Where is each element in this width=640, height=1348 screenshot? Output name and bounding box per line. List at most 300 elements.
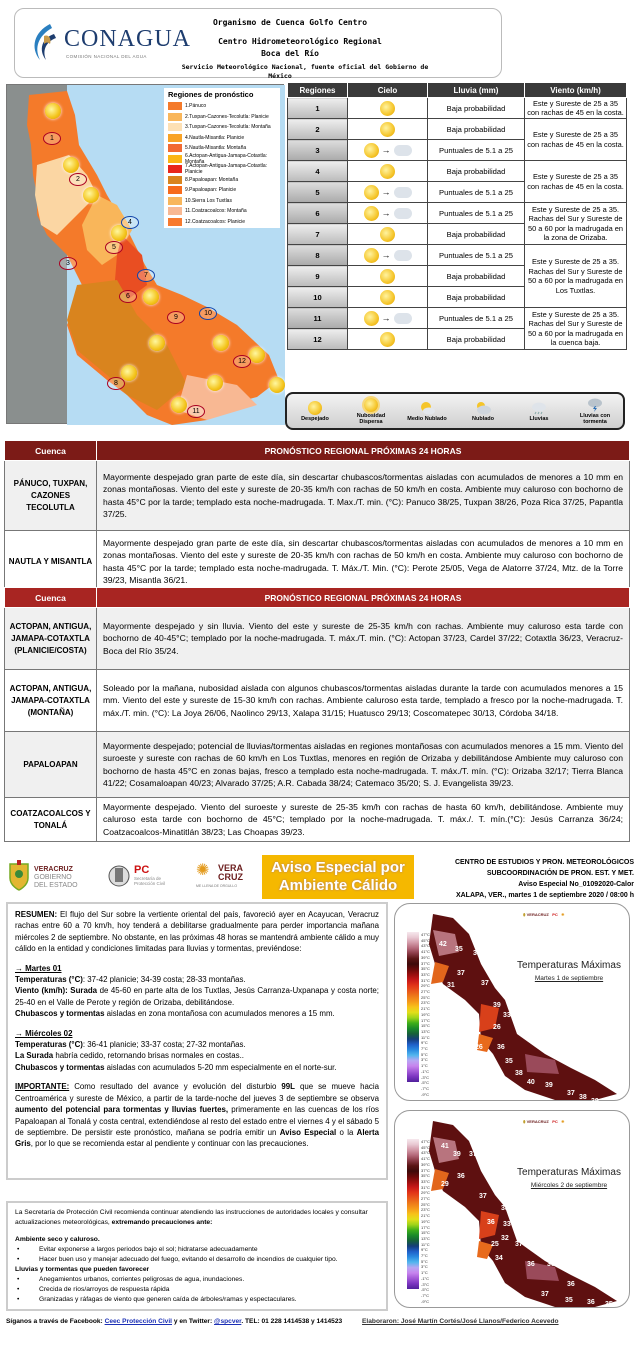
region-marker: 4 <box>121 216 139 229</box>
pc-text: PC <box>552 912 558 917</box>
temperature-value: 36 <box>473 950 481 957</box>
scale-label: 41°C <box>421 949 430 955</box>
scale-label: 43°C <box>421 1150 430 1156</box>
cuenca-forecast: Mayormente despejado; potencial de lluvias/tormentas aisladas en regiones montañosas con acumulados menores a 15 mm. Viento del suroeste y sureste con rachas de 60 km/h en Los Tuxtlas, menores en región de Orizaba y debilitándose Ambiente muy caluroso con bochorno de hasta 45°C en zonas bajas, fresco a templado esta noche-madrugada. T. máx./T. mín. (°C): Orizaba 32/17; Tierra Blanca 41/22; Cosamaloapan 40/23; Alvarado 37/25; A.R. Cabada 38/24; Catemaco 35/20; S. J. Evangelista 39/23. <box>97 732 630 798</box>
rain-cell: Baja probabilidad <box>428 266 525 287</box>
temperature-scale-bar <box>407 1139 419 1289</box>
sky-cell <box>348 140 428 161</box>
aviso-number: Aviso Especial No_01092020-Calor <box>518 881 634 888</box>
list-item: • Granizadas y ráfagas de viento que generen caída de árboles/ramas y espectaculares. <box>15 1295 379 1305</box>
rain-cell: Puntuales de 5.1 a 25 <box>428 182 525 203</box>
temperature-value: 35 <box>505 1058 513 1065</box>
rain-cell: Baja probabilidad <box>428 224 525 245</box>
conagua-brand: CONAGUA <box>64 26 191 52</box>
scale-label: -9°C <box>421 1091 430 1097</box>
scale-label: 13°C <box>421 1028 430 1034</box>
conagua-logo <box>28 22 191 66</box>
scale-label: 33°C <box>421 971 430 977</box>
legend-label: 7.Actopan-Antigua-Jamapa-Cotaxtla: Planicie <box>185 163 267 176</box>
sky-cell <box>348 98 428 119</box>
sky-cell <box>348 245 428 266</box>
legend-swatch <box>168 197 182 205</box>
temp-map-date: Miércoles 2 de septiembre <box>530 1182 608 1189</box>
scale-label: 9°C <box>421 1040 428 1046</box>
proteccion-civil-recommendations: La Secretaría de Protección Civil recomienda continuar atendiendo las instrucciones de autoridades locales y consultar actualizaciones meteorológicas, extremando precauciones ante: Ambiente seco y caluroso. • Evitar exponerse a largos periodos bajo el sol; hidratarse adecuadamente • Hacer buen uso y manejar adecuado del fuego, evitando el desarrollo de incendios de cualquier tipo. Lluvias y tormentas que pueden favorecer • Anegamientos urbanos, corrientes peligrosas de agua, inundaciones. • Crecida de ríos/arroyos de respuesta rápida • Granizadas y ráfagas de viento que generen caída de árboles/ramas y espectaculares. <box>6 1201 388 1311</box>
col-pronostico: PRONÓSTICO REGIONAL PRÓXIMAS 24 HORAS <box>97 441 630 461</box>
scale-label: 43°C <box>421 943 430 949</box>
temperature-scale-labels <box>421 932 430 1097</box>
temperature-value: 37 <box>481 980 489 987</box>
scale-label: -5°C <box>421 1080 430 1086</box>
list-item: • Hacer buen uso y manejar adecuado del fuego, evitando el desarrollo de incendios de cualquier tipo. <box>15 1255 379 1265</box>
list-item: • Anegamientos urbanos, corrientes peligrosas de agua, inundaciones. <box>15 1275 379 1285</box>
sky-cell <box>348 182 428 203</box>
scale-label: 35°C <box>421 966 430 972</box>
rain-cell: Baja probabilidad <box>428 161 525 182</box>
scale-label: 25°C <box>421 994 430 1000</box>
orgullo-pattern-icon: ✺ <box>561 1119 565 1124</box>
temperature-value: 36 <box>475 1127 483 1134</box>
temperature-value: 29 <box>441 1181 449 1188</box>
sky-cell <box>348 161 428 182</box>
veracruz-shield-icon: ⬮ <box>523 912 526 917</box>
sky-legend-item: Medio Nublado <box>401 401 453 422</box>
col-viento: Viento (km/h) <box>525 83 627 98</box>
sky-cell <box>348 308 428 329</box>
sunny-icon <box>364 248 379 263</box>
temperature-value: 34 <box>495 1255 503 1262</box>
temp-map-martes <box>394 903 630 1105</box>
veracruz-gobierno-logo: VERACRUZ GOBIERNO DEL ESTADO <box>8 860 88 894</box>
aviso-especial-banner: Aviso Especial por Ambiente Cálido <box>262 855 414 899</box>
region-marker: 6 <box>119 290 137 303</box>
legend-item <box>168 164 276 175</box>
list-item: • Crecida de ríos/arroyos de respuesta rápida <box>15 1285 379 1295</box>
day-heading-martes: → Martes 01 <box>15 963 62 973</box>
list-item: • Evitar exponerse a largos periodos bajo el sol; hidratarse adecuadamente <box>15 1245 379 1255</box>
weather-sun-icon <box>171 397 187 413</box>
table-row <box>288 98 627 119</box>
weather-sun-icon <box>213 335 229 351</box>
weather-sun-icon <box>249 347 265 363</box>
scale-label: -7°C <box>421 1085 430 1091</box>
legend-item <box>168 217 276 228</box>
rain-cell: Puntuales de 5.1 a 25 <box>428 308 525 329</box>
temperature-value: 35 <box>605 1301 613 1308</box>
issuer-subcoord: SUBCOORDINACIÓN DE PRON. EST. Y MET. <box>486 870 634 877</box>
wind-cell: Este y Sureste de 25 a 35. Rachas del Sur y Sureste de 50 a 60 por la madrugada en Los Tuxtlas. <box>525 245 627 308</box>
cuenca-name: ACTOPAN, ANTIGUA, JAMAPA-COTAXTLA (PLANICIE/COSTA) <box>5 608 97 670</box>
scale-label: -3°C <box>421 1281 430 1287</box>
scale-label: 5°C <box>421 1051 428 1057</box>
legend-swatch <box>168 144 182 152</box>
region-number: 3 <box>288 140 348 161</box>
orgullo-pattern-icon: ✺ <box>561 912 565 917</box>
temperature-value: 36 <box>587 1299 595 1306</box>
table-row <box>288 245 627 266</box>
header-line2: Centro Hidrometeorológico Regional <box>218 37 382 46</box>
lluvias-icon <box>531 401 547 415</box>
region-marker: 1 <box>43 132 61 145</box>
rain-cloud-icon <box>394 250 412 261</box>
table-row <box>5 732 630 798</box>
aviso-issuer-info <box>416 857 634 901</box>
legend-item <box>168 133 276 144</box>
scale-label: 23°C <box>421 1000 430 1006</box>
resumen-box: RESUMEN: El flujo del Sur sobre la vertiente oriental del país, favoreció ayer en Acayucan, Veracruz rachas entre 60 a 70 km/h, hoy tenderá a debilitarse gradualmente para perder importancia mañana miércoles 2 de septiembre. No obstante, en las próximas 48 horas se mantendrá ambiente cálido a muy cálido en la entidad y condiciones limitadas para lluvias y tormentas, previéndose: → Martes 01 Temperaturas (°C): 37-42 planicie; 34-39 costa; 28-33 montañas. Viento (km/h): Surada de 45-60 en parte alta de los Tuxtlas, Jesús Carranza-Uxpanapa y costa norte; 25-40 en el Valle de Perote y región de Orizaba, debilitándose. Chubascos y tormentas aisladas en zona montañosa con acumulados menores a 15 mm. → Miércoles 02 Temperaturas (°C): 36-41 planicie; 33-37 costa; 27-32 montañas. La Surada habría cedido, retornando brisas normales en costas.. Chubascos y tormentas aisladas con acumulados 5-20 mm especialmente en el norte-sur. IMPORTANTE: Como resultado del avance y evolución del disturbio 99L que se mueve hacia Centroamérica y sureste de México, a partir de la tarde-noche del jueves 3 de septiembre se observa aumento del potencial para tormentas y lluvias fuertes, primeramente en las cuencas de los ríos Papaloapan al Tonalá y costa central, extendiéndose al resto del estado entre el viernes 4 y el sábado 5 de septiembre. De persistir este pronóstico, mañana se podría emitir un Aviso Especial o la Alerta Gris, por lo que se recomienda estar al pendiente y continuar con las precauciones. <box>6 902 388 1180</box>
scale-label: 13°C <box>421 1235 430 1241</box>
pc-text: PC <box>552 1119 558 1124</box>
sunny-icon <box>380 122 395 137</box>
sky-legend-item: Nubosidad Dispersa <box>345 398 397 425</box>
temperature-value: 37 <box>479 1193 487 1200</box>
region-number: 1 <box>288 98 348 119</box>
map-logos <box>523 912 564 917</box>
sky-cell <box>348 329 428 350</box>
scale-label: 33°C <box>421 1178 430 1184</box>
col-regiones: Regiones <box>288 83 348 98</box>
scale-label: 15°C <box>421 1023 430 1029</box>
importante-paragraph: IMPORTANTE: Como resultado del avance y evolución del disturbio 99L que se mueve hacia Centroamérica y sureste de México, a partir de la tarde-noche del jueves 3 de septiembre se observa aumento del potencial para tormentas y lluvias fuertes, primeramente en las cuencas de los ríos Papaloapan al Tonalá y costa central, extendiéndose al resto del estado entre el viernes 4 y el sábado 5 de septiembre. De persistir este pronóstico, mañana se podría emitir un Aviso Especial o la Alerta Gris, por lo que se recomienda estar al pendiente y continuar con las precauciones. <box>15 1082 379 1149</box>
legend-label: 9.Papaloapan: Planicie <box>185 187 237 194</box>
temperature-value: 37 <box>567 1090 575 1097</box>
sky-legend-item: Nublado <box>457 401 509 422</box>
scale-label: 47°C <box>421 1139 430 1144</box>
sky-cell <box>348 266 428 287</box>
legend-swatch <box>168 186 182 194</box>
wind-cell: Este y Sureste de 25 a 35. Rachas del Sur y Sureste de 50 a 60 por la madrugada en la zona de Orizaba. <box>525 203 627 245</box>
table-row <box>288 119 627 140</box>
temp-map-date: Martes 1 de septiembre <box>534 975 604 982</box>
scale-label: 1°C <box>421 1270 428 1276</box>
scale-label: 27°C <box>421 989 430 995</box>
veracruz-shield-icon: ⬮ <box>523 1119 526 1124</box>
region-marker: 8 <box>107 377 125 390</box>
veracruz-text: VERACRUZ <box>526 1119 549 1124</box>
sky-cell <box>348 203 428 224</box>
legend-swatch <box>168 134 182 142</box>
header-line5: México <box>268 72 292 80</box>
region-number: 8 <box>288 245 348 266</box>
table-row <box>288 203 627 224</box>
legend-item <box>168 122 276 133</box>
region-marker: 3 <box>59 257 77 270</box>
weather-sun-icon <box>269 377 285 393</box>
legend-label: 8.Papaloapan: Montaña <box>185 176 239 183</box>
cuenca-name: PÁNUCO, TUXPAN, CAZONES TECOLUTLA <box>5 461 97 531</box>
legend-label: 11.Coatzacoalcos: Montaña <box>185 208 247 215</box>
region-number: 4 <box>288 161 348 182</box>
legend-swatch <box>168 102 182 110</box>
temperature-value: 40 <box>527 1079 535 1086</box>
scale-label: 23°C <box>421 1207 430 1213</box>
temperature-value: 35 <box>565 1297 573 1304</box>
temp-map-miercoles <box>394 1110 630 1308</box>
arrow-right-icon: → <box>381 250 391 260</box>
legend-label: 1.Pánuco <box>185 103 207 110</box>
sky-legend-item: Despejado <box>289 401 341 422</box>
region-number: 11 <box>288 308 348 329</box>
temperature-value: 39 <box>453 1151 461 1158</box>
temperature-value: 38 <box>473 922 481 929</box>
region-marker: 10 <box>199 307 217 320</box>
cuenca-forecast: Soleado por la mañana, nubosidad aislada con algunos chubascos/tormentas aisladas durante la tarde con acumulados menores a 15 mm. Viento del este y sureste de 15-30 km/h con rachas. Ambiente caluroso esta tarde, templado a fresco por la noche-madrugada. T. máx./T. min. (°C): La Joya 26/06, Naolinco 29/13, Xalapa 31/15; Huatusco 29/13; Coscomatepec 30/13, Córdoba 34/18. <box>97 670 630 732</box>
scale-label: -9°C <box>421 1298 430 1304</box>
rain-cell: Baja probabilidad <box>428 98 525 119</box>
sky-legend-item: Lluvias <box>513 401 565 422</box>
weather-sun-icon <box>149 335 165 351</box>
despejado-icon <box>308 401 322 415</box>
region-number: 5 <box>288 182 348 203</box>
sunny-icon <box>364 143 379 158</box>
rain-cloud-icon <box>394 145 412 156</box>
col-cielo: Cielo <box>348 83 428 98</box>
scale-label: 37°C <box>421 960 430 966</box>
weather-sun-icon <box>121 365 137 381</box>
cuenca-forecast-table-2 <box>4 587 630 842</box>
table-row <box>288 308 627 329</box>
scale-label: 29°C <box>421 983 430 989</box>
day-heading-miercoles: → Miércoles 02 <box>15 1028 73 1038</box>
wind-cell: Este y Sureste de 25 a 35 con rachas de 45 en la costa. <box>525 119 627 161</box>
cuenca-name: ACTOPAN, ANTIGUA, JAMAPA-COTAXTLA (MONTAÑA) <box>5 670 97 732</box>
nubosidad-dispersa-icon <box>364 398 378 412</box>
arrow-right-icon: → <box>381 208 391 218</box>
pc-emblem-icon <box>108 860 130 892</box>
issuer-center: CENTRO DE ESTUDIOS Y PRON. METEOROLÓGICOS <box>454 859 634 866</box>
legend-title: Regiones de pronóstico <box>168 90 254 99</box>
temperature-value: 25 <box>491 1241 499 1248</box>
temperature-value: 35 <box>455 946 463 953</box>
table-row <box>5 670 630 732</box>
scale-label: 31°C <box>421 1184 430 1190</box>
scale-label: 19°C <box>421 1218 430 1224</box>
sky-legend-item: Lluvias con tormenta <box>569 398 621 425</box>
header-line1: Organismo de Cuenca Golfo Centro <box>212 18 368 27</box>
legend-swatch <box>168 113 182 121</box>
legend-swatch <box>168 207 182 215</box>
legend-label: 12.Coatzacoalcos: Planicie <box>185 218 246 225</box>
cuenca-forecast: Mayormente despejado. Viento del suroeste y sureste de 25-35 km/h con rachas de hasta 60 km/h, debilitándose. Ambiente muy caluroso esta tarde con bochorno de 45°C; templado por la noche-madrugada. T. máx./. T. mín.(°C): Jesús Carranza 36/24; Coatzacoalcos-Minatitlán 38/23; Las Choapas 39/23. <box>97 798 630 842</box>
region-number: 10 <box>288 287 348 308</box>
region-marker: 12 <box>233 355 251 368</box>
sunny-icon <box>380 290 395 305</box>
sunny-icon <box>380 101 395 116</box>
region-marker: 2 <box>69 173 87 186</box>
rain-cloud-icon <box>394 313 412 324</box>
legend-label: 6.Actopan-Antigua-Jamapa-Cotaxtla: Montaña <box>185 152 267 165</box>
table-row <box>5 608 630 670</box>
facebook-link[interactable]: Ceec Protección Civil <box>104 1318 173 1325</box>
cuenca-forecast-table-1 <box>4 440 630 593</box>
arrow-right-icon: → <box>381 187 391 197</box>
wind-cell: Este y Sureste de 25 a 35 con rachas de 45 en la costa. <box>525 98 627 119</box>
col-cuenca: Cuenca <box>5 588 97 608</box>
temperature-value: 36 <box>487 1219 495 1226</box>
orgullo-pattern-icon: ✺ <box>196 862 210 879</box>
sunny-icon <box>364 185 379 200</box>
temp-map-title: Temperaturas Máximas <box>517 960 621 971</box>
legend-swatch <box>168 123 182 131</box>
sky-cell <box>348 119 428 140</box>
scale-label: 7°C <box>421 1046 428 1052</box>
temperature-scale-labels <box>421 1139 430 1304</box>
arrow-right-icon: → <box>381 313 391 323</box>
cuenca-name: PAPALOAPAN <box>5 732 97 798</box>
legend-item <box>168 196 276 207</box>
temperature-value: 36 <box>457 1173 465 1180</box>
region-number: 6 <box>288 203 348 224</box>
scale-label: 45°C <box>421 1144 430 1150</box>
legend-label: 2.Tuxpan-Cazones-Tecolutla: Planicie <box>185 113 269 120</box>
temperature-value: 39 <box>591 1098 599 1105</box>
temperature-value: 37 <box>457 970 465 977</box>
map-legend <box>164 88 280 228</box>
scale-label: -3°C <box>421 1074 430 1080</box>
temperature-scale-bar <box>407 932 419 1082</box>
region-number: 7 <box>288 224 348 245</box>
scale-label: 9°C <box>421 1247 428 1253</box>
col-pronostico: PRONÓSTICO REGIONAL PRÓXIMAS 24 HORAS <box>97 588 630 608</box>
sunny-icon <box>380 332 395 347</box>
temperature-value: 36 <box>547 1261 555 1268</box>
scale-label: 21°C <box>421 1006 430 1012</box>
temperature-value: 39 <box>545 1082 553 1089</box>
conagua-subtitle: COMISIÓN NACIONAL DEL AGUA <box>66 54 147 59</box>
temperature-value: 36 <box>497 1044 505 1051</box>
weather-sun-icon <box>143 289 159 305</box>
legend-swatch <box>168 176 182 184</box>
col-lluvia: Lluvia (mm) <box>428 83 525 98</box>
scale-label: -1°C <box>421 1068 430 1074</box>
veracruz-temp-shape <box>395 904 631 1102</box>
scale-label: 47°C <box>421 932 430 937</box>
temperature-value: 37 <box>541 1291 549 1298</box>
rain-cell: Baja probabilidad <box>428 287 525 308</box>
credits: Elaboraron: José Martín Cortés/José Llanos/Federico Acevedo <box>362 1318 559 1325</box>
legend-item <box>168 185 276 196</box>
rain-cell: Baja probabilidad <box>428 119 525 140</box>
region-marker: 9 <box>167 311 185 324</box>
temperature-value: 26 <box>493 1024 501 1031</box>
arrow-right-icon: → <box>381 145 391 155</box>
scale-label: -5°C <box>421 1287 430 1293</box>
scale-label: 7°C <box>421 1253 428 1259</box>
cuenca-name: COATZACOALCOS Y TONALÁ <box>5 798 97 842</box>
temperature-value: 36 <box>527 1261 535 1268</box>
phone-numbers: . TEL: 01 228 1414538 y 1414523 <box>241 1318 343 1325</box>
legend-swatch <box>168 165 182 173</box>
temperature-value: 42 <box>439 941 447 948</box>
sky-legend <box>285 392 625 430</box>
conagua-wave-icon <box>28 22 58 62</box>
medio-nublado-icon <box>419 401 435 415</box>
footer: Síganos a través de Facebook: Ceec Protección Civil y en Twitter: @spcver. TEL: 01 228 1414538 y 1414523 Elaboraron: José Martín Cortés/José Llanos/Federico Acevedo <box>6 1318 559 1325</box>
region-number: 9 <box>288 266 348 287</box>
temperature-value: 31 <box>447 982 455 989</box>
weather-sun-icon <box>63 157 79 173</box>
scale-label: 45°C <box>421 937 430 943</box>
legend-label: 10.Sierra Los Tuxtlas <box>185 197 232 204</box>
temperature-value: 37 <box>469 1151 477 1158</box>
scale-label: 25°C <box>421 1201 430 1207</box>
sunny-icon <box>380 269 395 284</box>
scale-label: 1°C <box>421 1063 428 1069</box>
scale-label: -1°C <box>421 1275 430 1281</box>
scale-label: 21°C <box>421 1213 430 1219</box>
temp-map-title: Temperaturas Máximas <box>517 1167 621 1178</box>
legend-label: 4.Nautla-Misantla: Planicie <box>185 134 245 141</box>
region-marker: 5 <box>105 241 123 254</box>
legend-item <box>168 175 276 186</box>
legend-swatch <box>168 155 182 163</box>
scale-label: 3°C <box>421 1057 428 1063</box>
regions-forecast-table <box>287 82 627 350</box>
cuenca-forecast: Mayormente despejado gran parte de este día, sin descartar chubascos/tormentas aisladas con acumulados de menores a 10 mm en zonas montañosas. Viento del este y sureste de 20-35 km/h con rachas de 50 km/h en costa. Ambiente muy caluroso con bochorno de hasta 45°C por la tarde; templado esta noche-madrugada. T. Max./T. min. (°C): Panuco 38/25, Tuxpan 38/26, Poza Rica 37/25, Papantla 37/25. <box>97 461 630 531</box>
legend-swatch <box>168 218 182 226</box>
scale-label: 15°C <box>421 1230 430 1236</box>
sunny-icon <box>380 227 395 242</box>
region-number: 2 <box>288 119 348 140</box>
map-logos <box>523 1119 564 1124</box>
veracruz-orgullo-logo: ✺ VERA CRUZ ME LLENA DE ORGULLO <box>196 862 243 888</box>
temperature-value: 38 <box>515 1070 523 1077</box>
scale-label: 11°C <box>421 1241 430 1247</box>
temperature-value: 33 <box>503 1221 511 1228</box>
header-line4: Servicio Meteorológico Nacional, fuente oficial del Gobierno de <box>181 63 429 71</box>
veracruz-text: VERACRUZ <box>526 912 549 917</box>
wind-cell: Este y Sureste de 25 a 35. Rachas del Sur y Sureste de 50 a 60 por la madrugada en la cuenca baja. <box>525 308 627 350</box>
proteccion-civil-logo: PC Secretaría de Protección Civil <box>108 860 188 894</box>
temperature-value: 32 <box>501 1235 509 1242</box>
temperature-value: 39 <box>493 1002 501 1009</box>
legend-label: 5.Nautla-Misantla: Montaña <box>185 145 247 152</box>
scale-label: 19°C <box>421 1011 430 1017</box>
scale-label: -7°C <box>421 1292 430 1298</box>
region-marker: 11 <box>187 405 205 418</box>
nublado-icon <box>475 401 491 415</box>
legend-item <box>168 101 276 112</box>
scale-label: 3°C <box>421 1264 428 1270</box>
region-marker: 7 <box>137 269 155 282</box>
cuenca-forecast: Mayormente despejado y sin lluvia. Viento del este y sureste de 25-35 km/h con rachas. Ambiente muy caluroso esta tarde con bochorno de 40-45°C; templado por la noche-madrugada. T. máx./T. min. (°C): Actopan 37/23, Cardel 37/22; Cotaxtla 36/23, Veracruz-Boca del Río 35/24. <box>97 608 630 670</box>
temperature-value: 33 <box>503 1012 511 1019</box>
scale-label: 39°C <box>421 954 430 960</box>
table-row <box>5 531 630 593</box>
temperature-value: 41 <box>441 1143 449 1150</box>
table-row <box>5 798 630 842</box>
rain-cloud-icon <box>394 187 412 198</box>
rain-cloud-icon <box>394 208 412 219</box>
rain-cell: Puntuales de 5.1 a 25 <box>428 203 525 224</box>
scale-label: 31°C <box>421 977 430 983</box>
scale-label: 17°C <box>421 1017 430 1023</box>
sunny-icon <box>380 164 395 179</box>
scale-label: 35°C <box>421 1173 430 1179</box>
rain-cell: Baja probabilidad <box>428 329 525 350</box>
aviso-date: XALAPA, VER., martes 1 de septiembre 2020 / 08:00 h <box>455 892 634 899</box>
temperature-value: 38 <box>501 1205 509 1212</box>
cuenca-forecast: Mayormente despejado gran parte de este día, sin descartar chubascos/tormentas aisladas con acumulados de menores a 10 mm en zonas montañosas. Viento del este y sureste de 20-35 km/h con rachas de 50 km/h en costa. Ambiente muy caluroso con bochorno de hasta 45°C por la tarde; templado esta noche-madrugada. T. Máx./T. Min. (°C): Perote 25/05, Vega de Alatorre 37/24, Mtz. de la Torre 39/23, Misantla 36/21. <box>97 531 630 593</box>
scale-label: 27°C <box>421 1196 430 1202</box>
legend-item <box>168 112 276 123</box>
twitter-link[interactable]: @spcver <box>214 1318 242 1325</box>
legend-label: 3.Tuxpan-Cazones-Tecolutla: Montaña <box>185 124 271 131</box>
rain-cell: Puntuales de 5.1 a 25 <box>428 245 525 266</box>
scale-label: 39°C <box>421 1161 430 1167</box>
temperature-value: 26 <box>475 1044 483 1051</box>
region-number: 12 <box>288 329 348 350</box>
